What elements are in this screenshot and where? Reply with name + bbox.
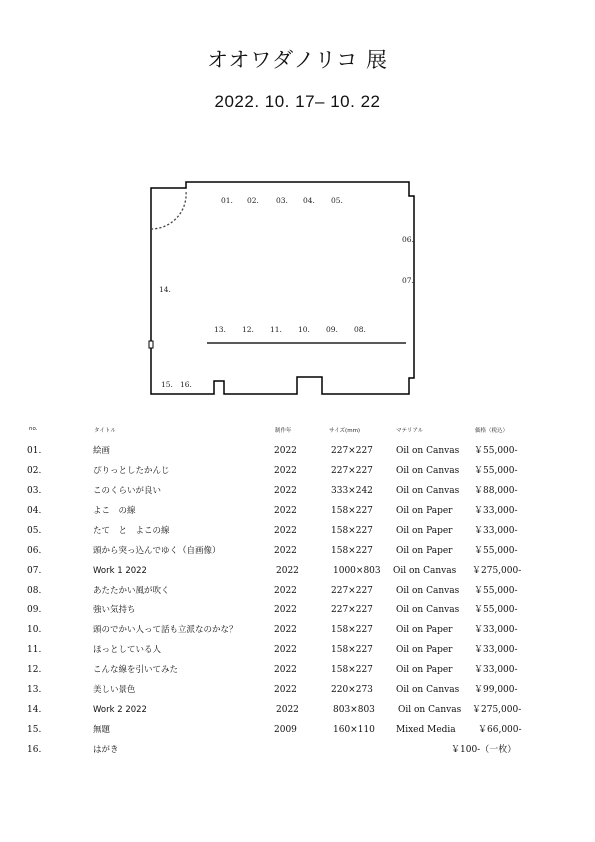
cell-material: Mixed Media [396,725,456,736]
cell-no: 02. [27,465,42,476]
door-swing [151,191,186,229]
exhibition-dates: 2022. 10. 17– 10. 22 [214,92,381,111]
cell-title: こんな線を引いてみた [93,665,179,676]
cell-size: 227×227 [331,465,373,476]
cell-title: よこ の線 [93,505,136,516]
cell-material: Oil on Canvas [396,465,460,476]
cell-year: 2022 [276,705,299,716]
cell-price: ￥66,000- [478,725,522,736]
col-year: 制作年 [275,428,292,434]
cell-size: 333×242 [331,485,373,496]
cell-no: 12. [27,665,42,676]
cell-size: 227×227 [331,585,373,596]
cell-year: 2022 [274,485,297,496]
col-material: マテリアル [396,428,424,434]
cell-title: Work 1 2022 [93,565,147,576]
cell-price: ￥55,000- [474,446,518,456]
cell-size: 220×273 [331,685,373,696]
cell-no: 08. [27,585,42,596]
cell-size: 158×227 [331,645,373,656]
cell-material: Oil on Canvas [393,565,457,576]
cell-material: Oil on Canvas [398,705,462,716]
cell-price: ￥55,000- [474,605,518,616]
cell-price: ￥55,000- [474,545,518,556]
cell-year: 2022 [274,605,297,616]
cell-no: 14. [27,705,42,716]
cell-year: 2022 [274,685,297,696]
cell-size: 227×227 [331,446,373,456]
plan-label-8: 08. [354,325,366,334]
plan-label-1: 01. [221,196,233,205]
cell-year: 2022 [274,525,297,536]
cell-price: ￥275,000- [472,705,522,716]
cell-title: 無題 [93,725,111,736]
cell-year: 2009 [274,725,297,736]
cell-material: Oil on Canvas [396,485,460,496]
cell-year: 2022 [274,446,297,456]
cell-no: 13. [27,685,42,696]
plan-label-16: 16. [180,380,192,389]
plan-label-6: 06. [402,235,414,244]
cell-material: Oil on Canvas [396,585,460,596]
col-no: no. [29,426,38,432]
cell-year: 2022 [274,625,297,636]
cell-year: 2022 [274,665,297,676]
cell-no: 07. [27,565,42,576]
cell-title: Work 2 2022 [93,705,147,716]
cell-price: ￥99,000- [474,685,518,696]
cell-material: Oil on Paper [396,665,453,676]
cell-year: 2022 [274,585,297,596]
cell-size: 160×110 [333,725,375,736]
cell-title: あたたかい風が吹く [93,585,170,596]
cell-size: 158×227 [331,545,373,556]
cell-material: Oil on Paper [396,525,453,536]
cell-year: 2022 [276,565,299,576]
cell-material: Oil on Canvas [396,446,460,456]
cell-year: 2022 [274,465,297,476]
cell-no: 04. [27,505,42,516]
cell-no: 10. [27,625,42,636]
cell-price: ￥55,000- [474,585,518,596]
cell-title: たて と よこの線 [93,525,170,536]
plan-label-14: 14. [159,285,171,294]
cell-no: 11. [27,645,42,656]
cell-price: ￥100-（一枚） [451,744,517,755]
cell-price: ￥33,000- [474,505,518,516]
cell-year: 2022 [274,505,297,516]
plan-label-13: 13. [214,325,226,334]
cell-material: Oil on Paper [396,545,453,556]
cell-price: ￥88,000- [474,485,518,496]
plan-label-5: 05. [331,196,343,205]
cell-no: 16. [27,744,42,755]
cell-price: ￥33,000- [474,665,518,676]
exhibition-title: オオワダノリコ 展 [207,48,388,72]
cell-price: ￥275,000- [472,565,522,576]
cell-material: Oil on Paper [396,505,453,516]
col-title: タイトル [94,428,116,434]
plan-label-15: 15. [161,380,173,389]
cell-size: 803×803 [333,705,375,716]
plan-label-2: 02. [247,196,259,205]
cell-no: 03. [27,485,42,496]
cell-title: 頭のでかい人って話も立派なのかな？ [93,625,238,636]
plan-label-12: 12. [242,325,254,334]
cell-title: はがき [93,744,119,755]
plan-label-10: 10. [298,325,310,334]
cell-size: 158×227 [331,625,373,636]
cell-title: 絵画 [93,446,111,456]
cell-material: Oil on Canvas [396,685,460,696]
cell-no: 01. [27,446,42,456]
plan-label-9: 09. [326,325,338,334]
cell-material: Oil on Paper [396,645,453,656]
cell-title: ほっとしている人 [93,645,162,656]
wall-notch [149,341,153,348]
cell-material: Oil on Paper [396,625,453,636]
cell-title: 美しい景色 [93,685,136,696]
cell-no: 15. [27,725,42,736]
cell-title: 強い気持ち [93,605,136,616]
cell-no: 05. [27,525,42,536]
cell-size: 1000×803 [333,565,381,576]
cell-year: 2022 [274,545,297,556]
cell-no: 06. [27,545,42,556]
floor-plan-outline [151,182,414,394]
cell-size: 227×227 [331,605,373,616]
cell-size: 158×227 [331,525,373,536]
cell-price: ￥33,000- [474,625,518,636]
cell-title: このくらいが良い [93,485,162,496]
cell-size: 158×227 [331,665,373,676]
cell-price: ￥33,000- [474,645,518,656]
cell-price: ￥55,000- [474,465,518,476]
cell-price: ￥33,000- [474,525,518,536]
col-size: サイズ(mm) [329,428,361,434]
plan-label-11: 11. [270,325,282,334]
floor-plan [0,0,595,420]
plan-label-3: 03. [276,196,288,205]
col-price: 価格（税込） [475,428,509,434]
cell-no: 09. [27,605,42,616]
cell-material: Oil on Canvas [396,605,460,616]
plan-label-7: 07. [402,276,414,285]
cell-year: 2022 [274,645,297,656]
cell-size: 158×227 [331,505,373,516]
cell-title: ぴりっとしたかんじ [93,465,170,476]
cell-title: 頭から突っ込んでゆく（自画像） [93,545,221,556]
plan-label-4: 04. [303,196,315,205]
